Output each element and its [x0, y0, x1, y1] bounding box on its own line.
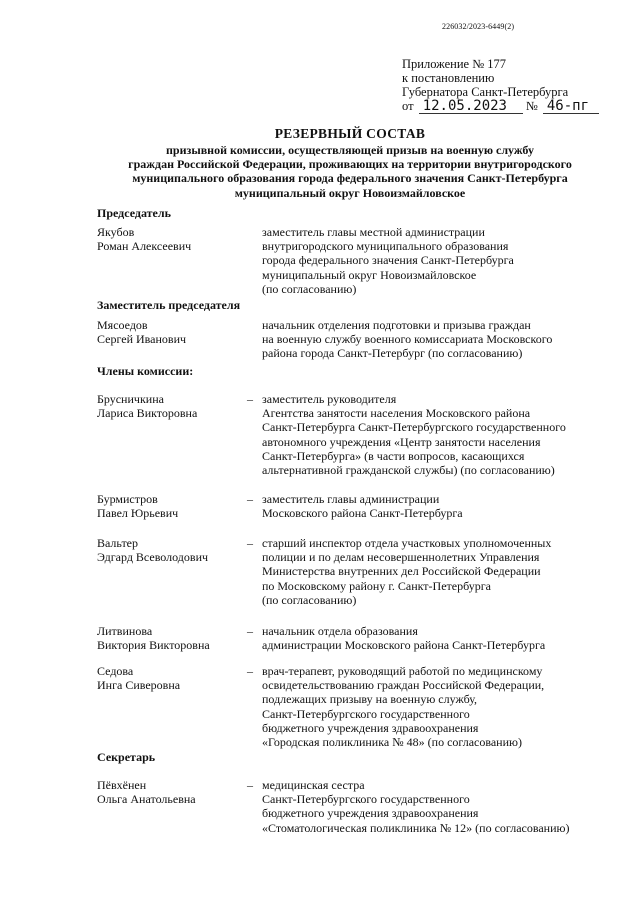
dash: – [247, 664, 253, 678]
section-heading-chairman: Председатель [97, 206, 171, 220]
decree-number: 46-пг [543, 99, 599, 114]
role-line: освидетельствованию граждан Российской Федерации, [262, 678, 545, 693]
role-line: по Московскому району г. Санкт-Петербурга [262, 578, 492, 593]
given-names: Павел Юрьевич [97, 506, 179, 521]
section-heading-members: Члены комиссии: [97, 364, 194, 378]
role-line: полиции и по делам несовершеннолетних Управления [262, 550, 540, 565]
surname: Пёвхёнен [97, 778, 147, 792]
dash: – [247, 492, 253, 506]
surname: Брусничкина [97, 392, 164, 406]
role-line: бюджетного учреждения здравоохранения [262, 720, 479, 735]
role-line: заместитель руководителя [262, 392, 397, 406]
document-subtitle [90, 143, 610, 200]
member-name [97, 624, 247, 652]
role-line: начальник отделения подготовки и призыва граждан [262, 318, 531, 332]
member-name [97, 392, 247, 420]
role-line: автономного учреждения «Центр занятости населения [262, 434, 541, 449]
dash: – [247, 392, 253, 406]
role-line: начальник отдела образования [262, 624, 418, 638]
surname: Бурмистров [97, 492, 158, 506]
document-title: РЕЗЕРВНЫЙ СОСТАВ [274, 126, 426, 141]
member-name [97, 225, 247, 253]
role-line: района города Санкт-Петербург (по согласованию) [262, 346, 523, 361]
from-label: от [402, 99, 414, 113]
role-line: медицинская сестра [262, 778, 365, 792]
surname: Якубов [97, 225, 135, 239]
member-name [97, 318, 247, 346]
dash: – [247, 536, 253, 550]
surname: Мясоедов [97, 318, 148, 332]
appendix-line-2: к постановлению [402, 71, 495, 85]
role-line: Министерства внутренних дел Российской Федерации [262, 564, 541, 579]
role-line: заместитель главы администрации [262, 492, 440, 506]
section-heading-secretary: Секретарь [97, 750, 156, 764]
member-role [262, 778, 612, 835]
surname: Вальтер [97, 536, 139, 550]
member-role [262, 492, 612, 520]
appendix-line-3: Губернатора Санкт-Петербурга [402, 85, 569, 99]
member-role [262, 664, 612, 749]
role-line: Санкт-Петербурга» (в части вопросов, касающихся [262, 448, 525, 463]
surname: Седова [97, 664, 134, 678]
role-line: внутригородского муниципального образования [262, 239, 509, 254]
subtitle-line: муниципального образования города федерального значения Санкт-Петербурга [132, 171, 568, 186]
given-names: Сергей Иванович [97, 332, 187, 347]
document-id: 226032/2023-6449(2) [442, 22, 515, 31]
role-line: Агентства занятости населения Московского района [262, 406, 531, 421]
role-line: альтернативной гражданской службы) (по согласованию) [262, 463, 555, 478]
role-line: (по согласованию) [262, 281, 357, 296]
role-line: (по согласованию) [262, 592, 357, 607]
role-line: Московского района Санкт-Петербурга [262, 506, 463, 521]
role-line: врач-терапевт, руководящий работой по медицинскому [262, 664, 543, 678]
role-line: Санкт-Петербургского государственного [262, 792, 470, 807]
role-line: заместитель главы местной администрации [262, 225, 485, 239]
appendix-line-1: Приложение № 177 [402, 57, 507, 71]
given-names: Инга Сиверовна [97, 678, 181, 693]
subtitle-line: призывной комиссии, осуществляющей призыв на военную службу [166, 143, 534, 157]
role-line: старший инспектор отдела участковых уполномоченных [262, 536, 552, 550]
given-names: Эдгард Всеволодович [97, 550, 209, 565]
member-name [97, 664, 247, 692]
role-line: администрации Московского района Санкт-Петербурга [262, 638, 546, 653]
role-line: «Городская поликлиника № 48» (по согласованию) [262, 735, 522, 750]
role-line: Санкт-Петербурга Санкт-Петербургского государственного [262, 420, 566, 435]
member-role [262, 624, 612, 652]
number-label: № [525, 99, 538, 113]
appendix-block [402, 57, 599, 114]
role-line: «Стоматологическая поликлиника № 12» (по согласованию) [262, 820, 570, 835]
member-name [97, 536, 247, 564]
decree-date: 12.05.2023 [419, 99, 523, 114]
member-role [262, 536, 612, 607]
role-line: города федерального значения Санкт-Петербурга [262, 253, 514, 268]
given-names: Ольга Анатольевна [97, 792, 196, 807]
given-names: Роман Алексеевич [97, 239, 192, 254]
role-line: на военную службу военного комиссариата Московского [262, 332, 553, 347]
member-name [97, 492, 247, 520]
appendix-dateline [402, 99, 599, 114]
role-line: Санкт-Петербургского государственного [262, 706, 470, 721]
given-names: Виктория Викторовна [97, 638, 210, 653]
member-role [262, 392, 612, 477]
role-line: муниципальный округ Новоизмайловское [262, 267, 477, 282]
dash: – [247, 624, 253, 638]
subtitle-line: муниципальный округ Новоизмайловское [234, 185, 466, 200]
role-line: бюджетного учреждения здравоохранения [262, 806, 479, 821]
member-role [262, 318, 612, 361]
role-line: подлежащих призыву на военную службу, [262, 692, 478, 707]
section-heading-deputy: Заместитель председателя [97, 298, 241, 312]
member-name [97, 778, 247, 806]
dash: – [247, 778, 253, 792]
given-names: Лариса Викторовна [97, 406, 198, 421]
subtitle-line: граждан Российской Федерации, проживающих на территории внутригородского [128, 157, 572, 172]
member-role [262, 225, 612, 296]
surname: Литвинова [97, 624, 153, 638]
